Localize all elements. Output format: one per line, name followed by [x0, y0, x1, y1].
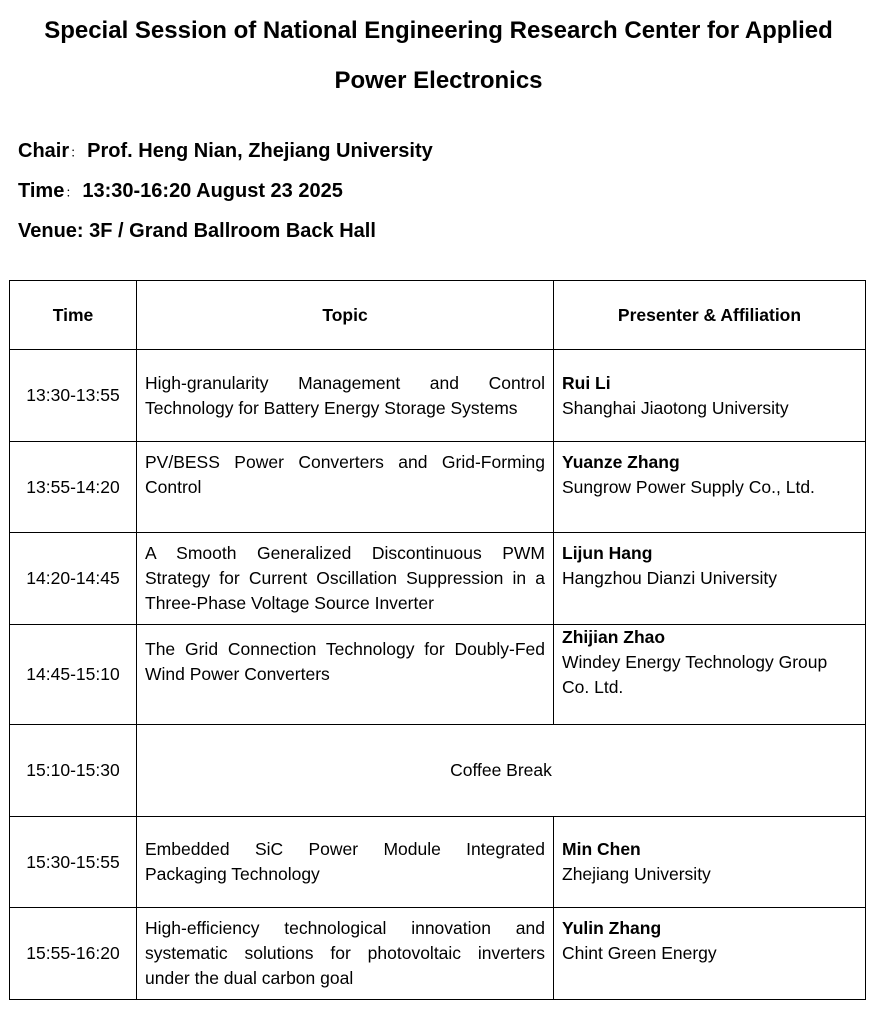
chair-value: Prof. Heng Nian, Zhejiang University [87, 140, 433, 162]
row-time: 13:30-13:55 [10, 350, 137, 442]
row-presenter-cell [554, 442, 866, 533]
venue-line: Venue: 3F / Grand Ballroom Back Hall [18, 220, 376, 242]
row-time: 15:10-15:30 [10, 725, 137, 817]
coffee-break-cell: Coffee Break [137, 725, 866, 817]
chair-label: Chair [18, 140, 70, 162]
title-line-1: Special Session of National Engineering Research Center for Applied [44, 17, 833, 44]
chair-separator: ： [70, 145, 84, 160]
table-row [10, 725, 866, 817]
session-info [0, 131, 877, 251]
presenter-name: Yuanze Zhang [562, 452, 680, 472]
row-presenter-cell [554, 625, 866, 725]
time-separator: ： [65, 185, 79, 200]
row-presenter-cell [554, 908, 866, 1000]
row-presenter-cell [554, 533, 866, 625]
presenter-name: Lijun Hang [562, 543, 653, 563]
schedule-table [9, 280, 866, 1000]
chair-line [18, 131, 877, 171]
row-time: 15:55-16:20 [10, 908, 137, 1000]
row-topic: A Smooth Generalized Discontinuous PWM Strategy for Current Oscillation Suppression in a Three-Phase Voltage Source Inverter [137, 533, 554, 625]
column-header-presenter: Presenter & Affiliation [554, 281, 866, 350]
row-time: 14:20-14:45 [10, 533, 137, 625]
page-title [0, 0, 877, 106]
time-line [18, 171, 877, 211]
table-row [10, 533, 866, 625]
title-line-2: Power Electronics [334, 67, 543, 94]
table-row [10, 817, 866, 908]
row-presenter-cell [554, 817, 866, 908]
row-topic: The Grid Connection Technology for Doubly-Fed Wind Power Converters [137, 625, 554, 725]
row-topic: High-granularity Management and Control Technology for Battery Energy Storage Systems [137, 350, 554, 442]
presenter-affiliation: Hangzhou Dianzi University [562, 568, 777, 588]
row-time: 15:30-15:55 [10, 817, 137, 908]
table-row [10, 350, 866, 442]
row-time: 13:55-14:20 [10, 442, 137, 533]
row-topic: High-efficiency technological innovation and systematic solutions for photovoltaic inverters under the dual carbon goal [137, 908, 554, 1000]
table-row [10, 625, 866, 725]
presenter-name: Zhijian Zhao [562, 627, 666, 647]
row-topic: PV/BESS Power Converters and Grid-Forming Control [137, 442, 554, 533]
table-row [10, 908, 866, 1000]
column-header-topic: Topic [137, 281, 554, 350]
presenter-name: Min Chen [562, 839, 641, 859]
presenter-affiliation: Sungrow Power Supply Co., Ltd. [562, 477, 815, 497]
presenter-affiliation: Zhejiang University [562, 864, 711, 884]
row-time: 14:45-15:10 [10, 625, 137, 725]
row-topic: Embedded SiC Power Module Integrated Packaging Technology [137, 817, 554, 908]
presenter-name: Yulin Zhang [562, 918, 662, 938]
presenter-name: Rui Li [562, 372, 611, 393]
time-label: Time [18, 180, 65, 202]
presenter-affiliation: Windey Energy Technology Group Co. Ltd. [562, 652, 828, 697]
row-presenter-cell [554, 350, 866, 442]
table-row [10, 442, 866, 533]
presenter-affiliation: Chint Green Energy [562, 943, 717, 963]
column-header-time: Time [10, 281, 137, 350]
presenter-affiliation: Shanghai Jiaotong University [562, 397, 789, 418]
time-value: 13:30-16:20 August 23 2025 [82, 180, 343, 202]
table-header-row [10, 281, 866, 350]
